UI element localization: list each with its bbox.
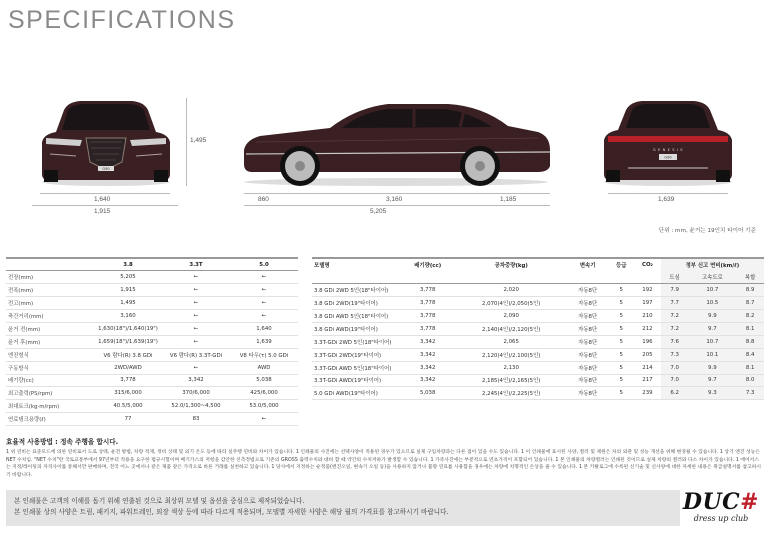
econ-row-value: 10.1 xyxy=(688,348,736,361)
econ-row-value: 217 xyxy=(634,374,661,387)
spec-row-value: 40.5/5,000 xyxy=(94,400,162,413)
econ-header-efficiency: 정부 신고 연비(km/ℓ) xyxy=(661,258,764,271)
spec-row xyxy=(6,284,298,297)
econ-row xyxy=(312,335,764,348)
spec-row-value: ← xyxy=(230,284,298,297)
econ-subheader-blank xyxy=(312,271,661,284)
econ-row-value: 7.0 xyxy=(661,374,689,387)
econ-row-value: 자동8단 xyxy=(567,297,608,310)
spec-row-value: ← xyxy=(162,361,230,374)
spec-row-label: 전장(mm) xyxy=(6,271,94,284)
econ-subheader-highway: 고속도로 xyxy=(688,271,736,284)
spec-header-38: 3.8 xyxy=(94,258,162,271)
econ-row-value: 212 xyxy=(634,322,661,335)
spec-row-value: 1,630(18")/1,640(19") xyxy=(94,322,162,335)
spec-row xyxy=(6,387,298,400)
econ-row-value: 자동8단 xyxy=(567,387,608,400)
spec-row-value: ← xyxy=(162,297,230,310)
dim-overhang-front: 860 xyxy=(258,196,269,203)
notes-body: 1 위 연비는 표준모드에 의한 연비로서 도로 상태, 운전 방법, 차량 적재, 정비 상태 및 외기 온도 등에 따라 실주행 연비와 차이가 있습니다. 1 인쇄물의 사진에는 선택사양이 적용된 경우가 있으므로 실제 구입차량과는 다른 점이 있을 수도 있습니다. 1 이 인쇄물에 표시된 사양, 컬러 및 제원은 차의 외관 및 성능 개선을 위해 변경될 수 있습니다. 1 상기 엔진 성능은 NET 수치임. "NET 수치"란 국토교통부에서 97년부터 적용을 요구한 법규시험이며 배기가스의 저항을 감안한 신측정법으로 기존의 GROSS 출력수치와 대비 할 때 약간의 수치저하가 발생할 수 있습니다. 1 가족사진에는 부분적으로 연초가격이 포함되어 있습니다. 1 본 인쇄물의 차량컬러는 인쇄된 것이므로 실제 차량의 컬러와 다소 차이가 있습니다. 1 에어서스는 지정/레이팅의 자격사이를 통해서만 판매하며, 전국 어느 곳에서나 같은 제품 같은 가격으로 바른 거래를 실천하고 있습니다. 1 당사에서 지정하는 순정품(엔진오일, 변속기 오일 등)을 사용하지 않거나 불량 연료를 사용함을 경우에는 차량에 치명적인 손상을 줄 수 있습니다. 1 본 카탈로그에 수록된 신기술 및 신사양에 대한 자세한 내용은 취급설명서를 참고하시기 바랍니다. xyxy=(6,450,761,478)
econ-row-model: 3.3T-GDi 2WD(19"타이어) xyxy=(312,348,400,361)
econ-row-value: 5 xyxy=(608,374,634,387)
dim-front-width: 1,640 xyxy=(94,196,111,203)
spec-row xyxy=(6,271,298,284)
econ-row-value: 9.9 xyxy=(688,310,736,323)
econ-row-value: 2,065 xyxy=(455,335,567,348)
econ-row-value: 자동8단 xyxy=(567,348,608,361)
spec-row xyxy=(6,335,298,348)
econ-row-value: 2,140(4인)/2,120(5인) xyxy=(455,322,567,335)
notes-section xyxy=(6,439,762,479)
econ-row-value: 5 xyxy=(608,348,634,361)
econ-header-transmission: 변속기 xyxy=(567,258,608,271)
econ-row-value: 205 xyxy=(634,348,661,361)
econ-row xyxy=(312,361,764,374)
econ-row-value: 자동8단 xyxy=(567,284,608,297)
spec-row-value: AWD xyxy=(230,361,298,374)
econ-row-value: 9.9 xyxy=(688,361,736,374)
econ-row-model: 3.8 GDi AWD 5인(18"타이어) xyxy=(312,310,400,323)
spec-row-value: V6 람다(R) 3.8 GDi xyxy=(94,348,162,361)
spec-row-value: 315/6,000 xyxy=(94,387,162,400)
fuel-economy-table xyxy=(312,257,764,400)
spec-table xyxy=(6,257,298,426)
econ-row-value: 2,020 xyxy=(455,284,567,297)
econ-row-value: 2,070(4인)/2,050(5인) xyxy=(455,297,567,310)
econ-row-value: 6.2 xyxy=(661,387,689,400)
econ-row-value: 239 xyxy=(634,387,661,400)
spec-header-50: 5.0 xyxy=(230,258,298,271)
econ-row-model: 3.3T-GDi AWD(19"타이어) xyxy=(312,374,400,387)
econ-row-value: 192 xyxy=(634,284,661,297)
spec-row-label: 축간거리(mm) xyxy=(6,310,94,323)
spec-row-value: ← xyxy=(162,284,230,297)
econ-row-value: 2,185(4인)/2,165(5인) xyxy=(455,374,567,387)
econ-row-value: 8.8 xyxy=(736,335,764,348)
spec-row-label: 구동방식 xyxy=(6,361,94,374)
spec-row-value: ← xyxy=(230,413,298,426)
spec-row-value: ← xyxy=(230,310,298,323)
spec-row-value: ← xyxy=(162,271,230,284)
econ-row-value: 3,342 xyxy=(400,361,455,374)
econ-row-value: 자동8단 xyxy=(567,361,608,374)
econ-row xyxy=(312,387,764,400)
econ-header-weight: 공차중량(kg) xyxy=(455,258,567,271)
econ-row-value: 8.1 xyxy=(736,322,764,335)
econ-header-grade: 등급 xyxy=(608,258,634,271)
econ-header-co2: CO₂ xyxy=(634,258,661,271)
spec-row-value: 370/6,000 xyxy=(162,387,230,400)
econ-row xyxy=(312,284,764,297)
econ-row-value: 자동8단 xyxy=(567,335,608,348)
econ-row-model: 3.3T-GDi 2WD 5인(18"타이어) xyxy=(312,335,400,348)
logo-sub: dress up club xyxy=(693,514,749,523)
spec-row xyxy=(6,413,298,426)
spec-row-value: 1,495 xyxy=(94,297,162,310)
spec-row-label: 윤거 후(mm) xyxy=(6,335,94,348)
spec-row-value: ← xyxy=(162,335,230,348)
econ-row-value: 자동8단 xyxy=(567,374,608,387)
econ-row-value: 7.7 xyxy=(661,297,689,310)
econ-row-value: 3,778 xyxy=(400,310,455,323)
econ-row-value: 7.6 xyxy=(661,335,689,348)
spec-header-33t: 3.3T xyxy=(162,258,230,271)
econ-row-value: 7.2 xyxy=(661,322,689,335)
econ-row-value: 9.7 xyxy=(688,322,736,335)
spec-row-value: 425/6,000 xyxy=(230,387,298,400)
unit-note: 단위 : mm, 윤거는 19인치 타이어 기준 xyxy=(658,228,756,234)
rear-badge: G90 xyxy=(664,155,672,160)
econ-row-value: 10.7 xyxy=(688,284,736,297)
dim-length: 5,205 xyxy=(370,208,387,215)
econ-row-value: 214 xyxy=(634,361,661,374)
spec-row-value: 1,639 xyxy=(230,335,298,348)
spec-row-value: 52.0/1,300~4,500 xyxy=(162,400,230,413)
econ-row-value: 8.4 xyxy=(736,348,764,361)
spec-row-value: 3,778 xyxy=(94,374,162,387)
econ-row-value: 7.9 xyxy=(661,284,689,297)
spec-row-label: 연료탱크용량(ℓ) xyxy=(6,413,94,426)
footer-line-2: 본 인쇄물 상의 사양은 트림, 패키지, 파워트레인, 외장 색상 등에 따라 다르게 적용되며, 모델별 자세한 사양은 해당 월의 가격표를 참고하시기 바랍니다. xyxy=(14,508,449,516)
econ-subheader-city: 도심 xyxy=(661,271,689,284)
spec-row xyxy=(6,400,298,413)
econ-row-model: 3.8 GDi AWD(19"타이어) xyxy=(312,322,400,335)
dim-height: 1,495 xyxy=(190,137,207,144)
econ-row-value: 5 xyxy=(608,387,634,400)
econ-row-value: 2,120(4인)/2,100(5인) xyxy=(455,348,567,361)
spec-row xyxy=(6,297,298,310)
spec-row xyxy=(6,374,298,387)
econ-row-value: 5 xyxy=(608,297,634,310)
spec-row-value: ← xyxy=(162,310,230,323)
econ-row-value: 2,090 xyxy=(455,310,567,323)
econ-row-model: 5.0 GDi AWD(19"타이어) xyxy=(312,387,400,400)
duc-logo xyxy=(678,490,764,532)
econ-row-value: 8.0 xyxy=(736,374,764,387)
spec-row-value: 2WD/AWD xyxy=(94,361,162,374)
econ-row-value: 9.3 xyxy=(688,387,736,400)
econ-header-row xyxy=(312,258,764,271)
econ-row-value: 7.2 xyxy=(661,310,689,323)
econ-row-value: 3,778 xyxy=(400,322,455,335)
dim-line-height xyxy=(186,98,187,186)
dim-line-front-overall xyxy=(32,205,178,206)
spec-row-value: ← xyxy=(230,297,298,310)
spec-row-value: 3,160 xyxy=(94,310,162,323)
spec-row-label: 배기량(cc) xyxy=(6,374,94,387)
spec-row xyxy=(6,361,298,374)
econ-row-value: 2,130 xyxy=(455,361,567,374)
spec-row-value: 1,659(18")/1,639(19") xyxy=(94,335,162,348)
econ-row-value: 9.7 xyxy=(688,374,736,387)
econ-row-model: 3.3T-GDi AWD 5인(18"타이어) xyxy=(312,361,400,374)
econ-row-model: 3.8 GDi 2WD 5인(18"타이어) xyxy=(312,284,400,297)
econ-row xyxy=(312,374,764,387)
econ-row-value: 210 xyxy=(634,310,661,323)
spec-row-label: 전폭(mm) xyxy=(6,284,94,297)
dim-wheelbase: 3,160 xyxy=(386,196,403,203)
econ-row-value: 자동8단 xyxy=(567,322,608,335)
econ-row-value: 7.3 xyxy=(736,387,764,400)
econ-row-value: 5 xyxy=(608,310,634,323)
car-rear-view xyxy=(598,96,738,188)
econ-row xyxy=(312,310,764,323)
car-front-view xyxy=(36,96,176,188)
econ-header-model: 모델명 xyxy=(312,258,400,271)
notes-title: 효율적 사용방법 : 정속 주행을 합시다. xyxy=(6,438,119,446)
spec-row-value: 83 xyxy=(162,413,230,426)
spec-row-label: 최고출력(PS/rpm) xyxy=(6,387,94,400)
spec-row-value: 5,205 xyxy=(94,271,162,284)
econ-row-value: 8.7 xyxy=(736,297,764,310)
dim-line-front-width xyxy=(40,193,170,194)
spec-row-label: 엔진형식 xyxy=(6,348,94,361)
econ-row xyxy=(312,297,764,310)
econ-row-model: 3.8 GDi 2WD(19"타이어) xyxy=(312,297,400,310)
spec-row xyxy=(6,348,298,361)
econ-row-value: 10.5 xyxy=(688,297,736,310)
econ-row-value: 5,038 xyxy=(400,387,455,400)
rear-lettering: G E N E S I S xyxy=(652,148,684,152)
econ-row-value: 3,342 xyxy=(400,348,455,361)
econ-row-value: 5 xyxy=(608,361,634,374)
econ-row-value: 7.3 xyxy=(661,348,689,361)
econ-subheader-row xyxy=(312,271,764,284)
econ-row-value: 8.2 xyxy=(736,310,764,323)
logo-main xyxy=(678,490,764,514)
econ-row-value: 8.9 xyxy=(736,284,764,297)
spec-row-value: ← xyxy=(230,271,298,284)
econ-row-value: 8.1 xyxy=(736,361,764,374)
spec-row-value: 3,342 xyxy=(162,374,230,387)
econ-row-value: 5 xyxy=(608,284,634,297)
econ-row-value: 자동8단 xyxy=(567,310,608,323)
spec-row-value: 1,640 xyxy=(230,322,298,335)
econ-row-value: 3,342 xyxy=(400,335,455,348)
dim-rear-track: 1,639 xyxy=(658,196,675,203)
footer-line-1: 본 인쇄물은 고객의 이해를 돕기 위해 연출된 것으로 최상위 모델 및 옵션을 중심으로 제작되었습니다. xyxy=(14,497,305,505)
spec-row-value: 1,915 xyxy=(94,284,162,297)
econ-row xyxy=(312,322,764,335)
spec-row-label: 전고(mm) xyxy=(6,297,94,310)
dim-line-rear-track xyxy=(608,193,728,194)
page-title: SPECIFICATIONS xyxy=(8,6,236,34)
econ-row-value: 3,778 xyxy=(400,284,455,297)
spec-row-value: 5,038 xyxy=(230,374,298,387)
econ-row-value: 3,342 xyxy=(400,374,455,387)
econ-row xyxy=(312,348,764,361)
spec-row-label: 윤거 전(mm) xyxy=(6,322,94,335)
econ-row-value: 7.0 xyxy=(661,361,689,374)
spec-row-value: ← xyxy=(162,322,230,335)
econ-subheader-combined: 복합 xyxy=(736,271,764,284)
econ-row-value: 2,245(4인)/2,225(5인) xyxy=(455,387,567,400)
econ-row-value: 10.7 xyxy=(688,335,736,348)
econ-row-value: 5 xyxy=(608,322,634,335)
spec-table-header xyxy=(6,258,298,271)
econ-header-displacement: 배기량(cc) xyxy=(400,258,455,271)
dim-line-side xyxy=(244,193,550,194)
front-badge: G90 xyxy=(102,167,110,171)
logo-main-text: DUC xyxy=(682,489,741,515)
spec-row xyxy=(6,322,298,335)
dim-line-length xyxy=(244,205,550,206)
spec-row-label: 최대토크(kg·m/rpm) xyxy=(6,400,94,413)
dim-front-overall: 1,915 xyxy=(94,208,111,215)
spec-row-value: 77 xyxy=(94,413,162,426)
car-side-view xyxy=(238,96,554,188)
dim-overhang-rear: 1,185 xyxy=(500,196,517,203)
logo-hash: # xyxy=(740,489,760,515)
spec-row-value: 53.0/5,000 xyxy=(230,400,298,413)
spec-row-value: V6 람다(R) 3.3T-GDi xyxy=(162,348,230,361)
footer-disclaimer xyxy=(6,490,680,526)
econ-row-value: 5 xyxy=(608,335,634,348)
spec-row xyxy=(6,310,298,323)
spec-header-blank xyxy=(6,258,94,271)
econ-row-value: 197 xyxy=(634,297,661,310)
econ-row-value: 196 xyxy=(634,335,661,348)
spec-row-value: V8 타우(τ) 5.0 GDi xyxy=(230,348,298,361)
econ-row-value: 3,778 xyxy=(400,297,455,310)
